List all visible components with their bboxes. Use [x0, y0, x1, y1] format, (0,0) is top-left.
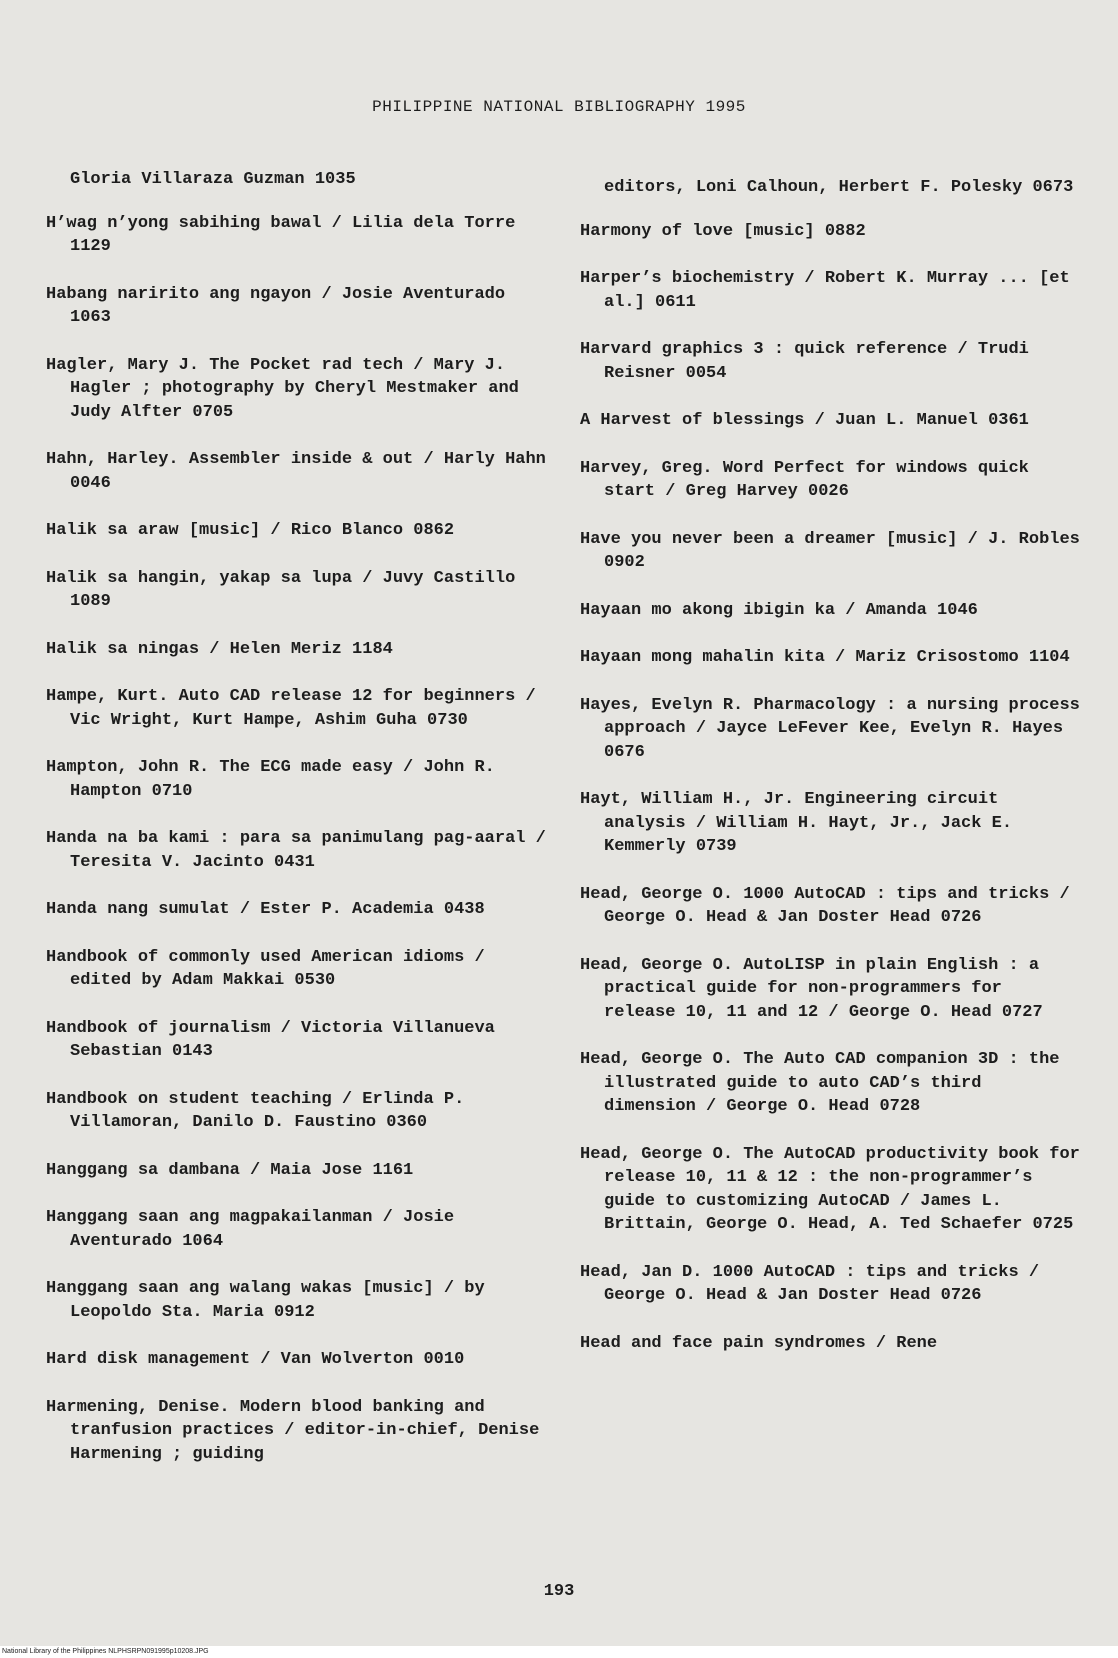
bibliography-entry: Hayaan mong mahalin kita / Mariz Crisostomo 1104	[580, 648, 1070, 667]
bibliography-entry: Gloria Villaraza Guzman 1035	[70, 170, 356, 189]
bibliography-entry: Head, George O. AutoLISP in plain English : a practical guide for non-programmers for release 10, 11 and 12 / George O. Head 0727	[580, 955, 1043, 1022]
bibliography-entry: Harper’s biochemistry / Robert K. Murray ... [et al.] 0611	[580, 269, 1070, 312]
page-header: PHILIPPINE NATIONAL BIBLIOGRAPHY 1995	[372, 98, 746, 116]
bibliography-entry: editors, Loni Calhoun, Herbert F. Polesky 0673	[604, 178, 1074, 197]
bibliography-entry: Halik sa araw [music] / Rico Blanco 0862	[46, 521, 455, 540]
bibliography-entry: Head, George O. The AutoCAD productivity book for release 10, 11 & 12 : the non-programmer’s guide to customizing AutoCAD / James L. Brittain, George O. Head, A. Ted Schaefer 0725	[580, 1144, 1080, 1234]
page-number: 193	[543, 1582, 575, 1601]
bibliography-entry: Handa nang sumulat / Ester P. Academia 0438	[46, 900, 485, 919]
bibliography-entry: Hard disk management / Van Wolverton 0010	[46, 1350, 465, 1369]
bibliography-entry: Head, George O. The Auto CAD companion 3D : the illustrated guide to auto CAD’s third dimension / George O. Head 0728	[580, 1050, 1060, 1116]
bibliography-entry: A Harvest of blessings / Juan L. Manuel 0361	[580, 411, 1029, 430]
bibliography-entry: Habang naririto ang ngayon / Josie Aventurado 1063	[46, 284, 506, 327]
bibliography-entry: Head, Jan D. 1000 AutoCAD : tips and tricks / George O. Head & Jan Doster Head 0726	[580, 1262, 1040, 1305]
bibliography-entry: Handa na ba kami : para sa panimulang pag-aaral / Teresita V. Jacinto 0431	[46, 829, 546, 872]
bibliography-entry: Have you never been a dreamer [music] / J. Robles 0902	[580, 529, 1080, 572]
bibliography-entry: Handbook of journalism / Victoria Villanueva Sebastian 0143	[46, 1018, 495, 1061]
bibliography-entry: Hanggang sa dambana / Maia Jose 1161	[46, 1160, 414, 1180]
bibliography-entry: Hayes, Evelyn R. Pharmacology : a nursing process approach / Jayce LeFever Kee, Evelyn R. Hayes 0676	[580, 695, 1080, 762]
left-column	[46, 168, 546, 1490]
bibliography-entry: Handbook on student teaching / Erlinda P. Villamoran, Danilo D. Faustino 0360	[46, 1089, 465, 1132]
bibliography-entry: Halik sa ningas / Helen Meriz 1184	[46, 639, 393, 659]
bibliography-entry: Harvey, Greg. Word Perfect for windows quick start / Greg Harvey 0026	[580, 458, 1029, 501]
bibliography-entry: Head and face pain syndromes / Rene	[580, 1333, 938, 1353]
bibliography-entry: Hahn, Harley. Assembler inside & out / Harly Hahn 0046	[46, 450, 546, 493]
bibliography-entry: Handbook of commonly used American idioms / edited by Adam Makkai 0530	[46, 947, 485, 990]
bibliography-entry: Hanggang saan ang magpakailanman / Josie Aventurado 1064	[46, 1208, 455, 1251]
bibliography-entry: Harmening, Denise. Modern blood banking and tranfusion practices / editor-in-chief, Denise Harmening ; guiding	[46, 1397, 540, 1464]
right-column	[580, 176, 1080, 1379]
bibliography-entry: Head, George O. 1000 AutoCAD : tips and tricks / George O. Head & Jan Doster Head 0726	[580, 884, 1070, 927]
bibliography-entry: Hampe, Kurt. Auto CAD release 12 for beginners / Vic Wright, Kurt Hampe, Ashim Guha 0730	[46, 687, 536, 730]
bibliography-entry: Hampton, John R. The ECG made easy / John R. Hampton 0710	[46, 758, 495, 801]
bibliography-entry: Hagler, Mary J. The Pocket rad tech / Mary J. Hagler ; photography by Cheryl Mestmaker and Judy Alfter 0705	[46, 355, 519, 422]
bibliography-entry: Halik sa hangin, yakap sa lupa / Juvy Castillo 1089	[46, 568, 516, 611]
bibliography-entry: Hayaan mo akong ibigin ka / Amanda 1046	[580, 600, 978, 620]
bibliography-entry: Hanggang saan ang walang wakas [music] / by Leopoldo Sta. Maria 0912	[46, 1279, 485, 1322]
bibliography-entry: Harvard graphics 3 : quick reference / Trudi Reisner 0054	[580, 340, 1029, 383]
scan-footer: National Library of the Philippines NLPHSRPN091995p10208.JPG	[0, 1646, 1118, 1658]
bibliography-entry: Harmony of love [music] 0882	[580, 221, 866, 241]
bibliography-entry: H’wag n’yong sabihing bawal / Lilia dela Torre 1129	[46, 213, 516, 256]
bibliography-entry: Hayt, William H., Jr. Engineering circuit analysis / William H. Hayt, Jr., Jack E. Kemmerly 0739	[580, 790, 1013, 856]
